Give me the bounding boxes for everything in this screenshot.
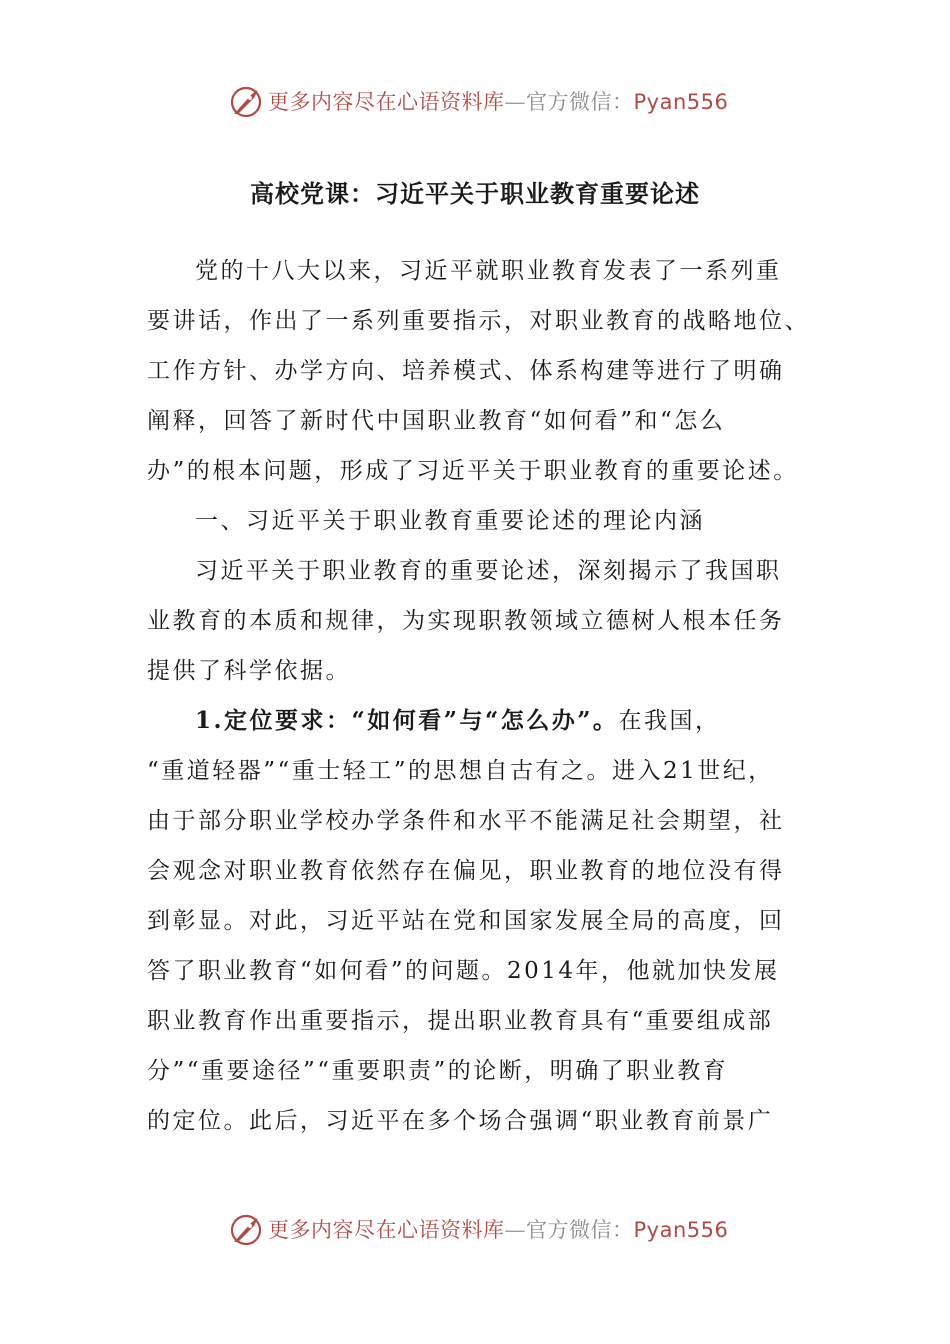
paragraph-line: 职业教育作出重要指示，提出职业教育具有“重要组成部 bbox=[147, 1008, 774, 1034]
subsection-heading-bold: 1.定位要求：“如何看”与“怎么办”。 bbox=[195, 707, 619, 734]
paragraph-line: 阐释，回答了新时代中国职业教育“如何看”和“怎么 bbox=[147, 408, 726, 434]
banner-wechat-id: Pyan556 bbox=[633, 90, 729, 114]
banner-wechat-label: 官方微信： bbox=[526, 1218, 634, 1242]
banner-main: 更多内容尽在心语资料库 bbox=[268, 90, 505, 114]
paragraph-line: 习近平关于职业教育的重要论述，深刻揭示了我国职 bbox=[195, 558, 782, 584]
banner-wechat-label: 官方微信： bbox=[526, 90, 634, 114]
pen-nib-logo-icon bbox=[228, 84, 264, 120]
paragraph-line: “重道轻器”“重士轻工”的思想自古有之。进入21世纪， bbox=[147, 758, 774, 784]
paragraph-line: 业教育的本质和规律，为实现职教领域立德树人根本任务 bbox=[147, 608, 785, 634]
paragraph-line: 由于部分职业学校办学条件和水平不能满足社会期望，社 bbox=[147, 808, 785, 834]
banner-text bbox=[268, 1216, 728, 1244]
subsection-heading-line bbox=[195, 704, 855, 738]
paragraph-line: 办”的根本问题，形成了习近平关于职业教育的重要论述。 bbox=[147, 458, 799, 484]
document-title: 高校党课：习近平关于职业教育重要论述 bbox=[250, 179, 700, 208]
paragraph-line: 答了职业教育“如何看”的问题。2014年，他就加快发展 bbox=[147, 958, 780, 984]
banner-wechat-id: Pyan556 bbox=[633, 1218, 729, 1242]
banner-main: 更多内容尽在心语资料库 bbox=[268, 1218, 505, 1242]
paragraph-line: 党的十八大以来，习近平就职业教育发表了一系列重 bbox=[195, 258, 782, 284]
paragraph-line: 的定位。此后，习近平在多个场合强调“职业教育前景广 bbox=[147, 1108, 774, 1134]
banner-text bbox=[268, 88, 728, 116]
paragraph-line: 会观念对职业教育依然存在偏见，职业教育的地位没有得 bbox=[147, 858, 785, 884]
paragraph-line: 到彰显。对此，习近平站在党和国家发展全局的高度，回 bbox=[147, 908, 785, 934]
banner-separator: — bbox=[504, 90, 526, 114]
paragraph-line: 工作方针、办学方向、培养模式、体系构建等进行了明确 bbox=[147, 358, 785, 384]
banner-separator: — bbox=[504, 1218, 526, 1242]
paragraph-line: 提供了科学依据。 bbox=[147, 658, 351, 684]
footer-banner bbox=[0, 1210, 950, 1250]
pen-nib-logo-icon bbox=[228, 1212, 264, 1248]
header-banner bbox=[0, 82, 950, 122]
section-heading: 一、习近平关于职业教育重要论述的理论内涵 bbox=[195, 508, 705, 534]
paragraph-line: 分”“重要途径”“重要职责”的论断，明确了职业教育 bbox=[147, 1058, 729, 1084]
subsection-heading-rest: 在我国， bbox=[618, 708, 721, 734]
paragraph-line: 要讲话，作出了一系列重要指示，对职业教育的战略地位、 bbox=[147, 308, 810, 334]
